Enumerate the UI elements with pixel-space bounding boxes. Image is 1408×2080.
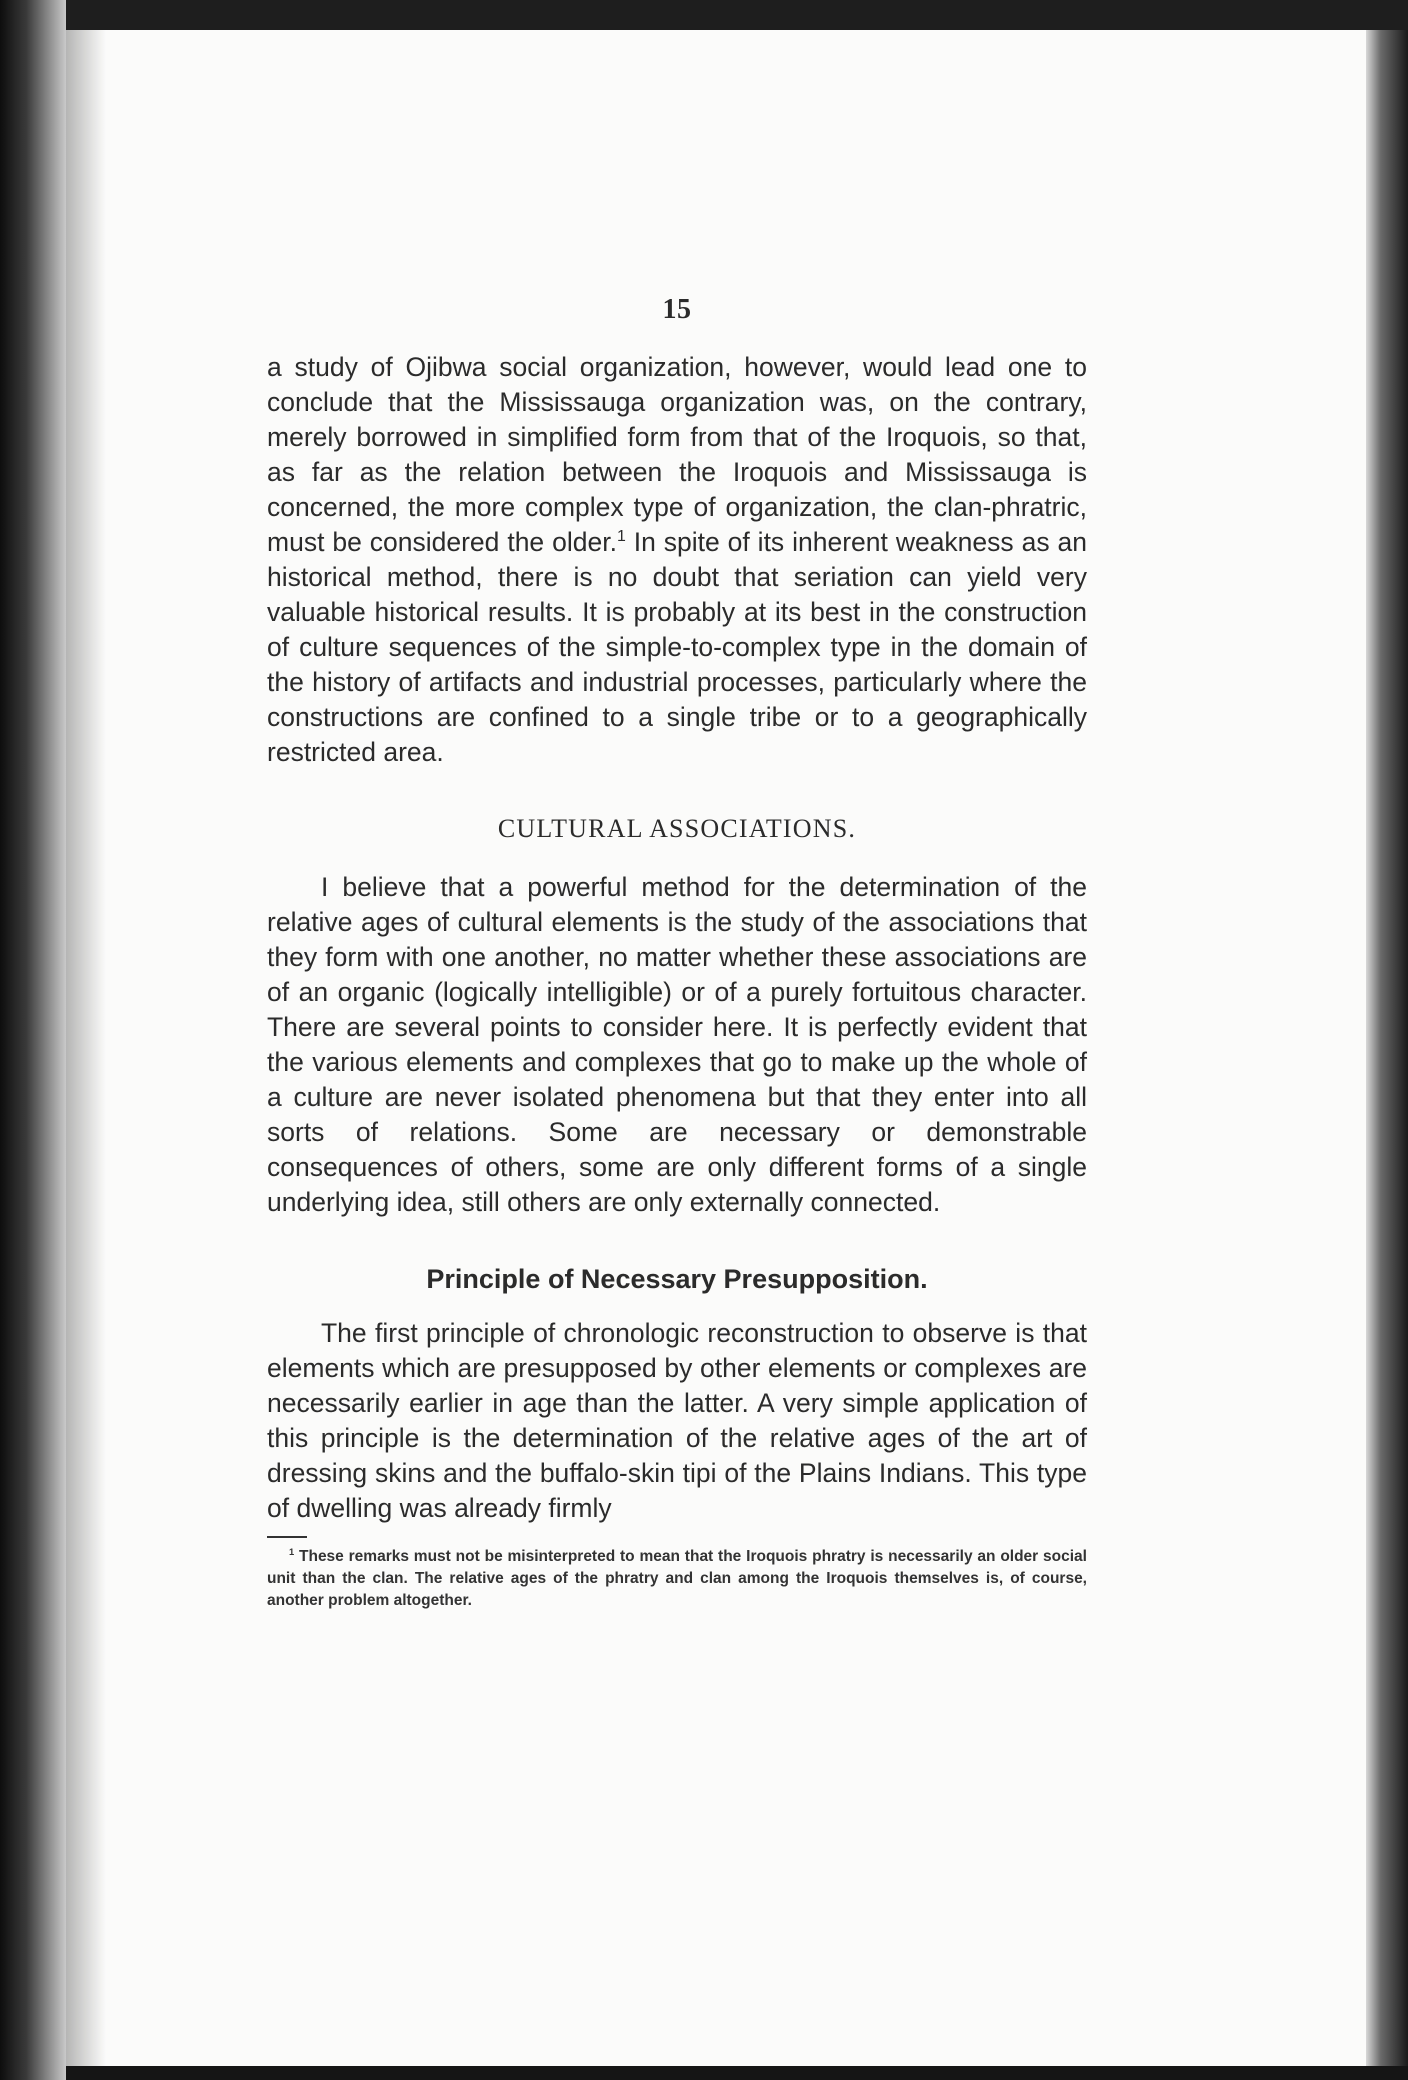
- footnote-marker: 1: [289, 1546, 295, 1557]
- page-bottom-edge: [66, 2066, 1408, 2080]
- footnote-divider: [267, 1536, 307, 1538]
- page-right-edge: [1366, 30, 1408, 2080]
- footnote-text: These remarks must not be misinterpreted to mean that the Iroquois phratry is necessarily an older social unit than the clan. The relative ages of the phratry and clan among the Iroquois themselves is, of course, another problem altogether.: [267, 1548, 1087, 1609]
- paragraph-1-text: a study of Ojibwa social organization, however, would lead one to conclude that the Mississauga organization was, on the contrary, merely borrowed in simplified form from that of the Iroquois, so that, as far as the relation between the Iroquois and Mississauga is concerned, the more complex type of organization, the clan-phratric, must be considered the older.: [267, 352, 1087, 557]
- subsection-heading: Principle of Necessary Presupposition.: [426, 1264, 928, 1294]
- footnote: [267, 1546, 1087, 1612]
- paragraph-3: The first principle of chronologic reconstruction to observe is that elements which are presupposed by other elements or complexes are necessarily earlier in age than the latter. A very simple application of this principle is the determination of the relative ages of the art of dressing skins and the buffalo-skin tipi of the Plains Indians. This type of dwelling was already firmly: [267, 1318, 1087, 1523]
- book-binding-edge: [0, 0, 66, 2080]
- page-number: 15: [662, 294, 692, 325]
- footnote-reference: 1: [616, 528, 626, 546]
- paragraph-1-text-continued: In spite of its inherent weakness as an historical method, there is no doubt that seriation can yield very valuable historical results. It is probably at its best in the construction of culture sequences of the simple-to-complex type in the domain of the history of artifacts and industrial processes, particularly where the constructions are confined to a single tribe or to a geographically restricted area.: [267, 527, 1087, 767]
- page-content: [267, 294, 1087, 1612]
- paragraph-1: [267, 350, 1087, 770]
- section-heading: CULTURAL ASSOCIATIONS.: [497, 814, 857, 843]
- paragraph-2: I believe that a powerful method for the determination of the relative ages of cultural elements is the study of the associations that they form with one another, no matter whether these associations are of an organic (logically intelligible) or of a purely fortuitous character. There are several points to consider here. It is perfectly evident that the various elements and complexes that go to make up the whole of a culture are never isolated phenomena but that they enter into all sorts of relations. Some are necessary or demonstrable consequences of others, some are only different forms of a single underlying idea, still others are only externally connected.: [267, 872, 1087, 1217]
